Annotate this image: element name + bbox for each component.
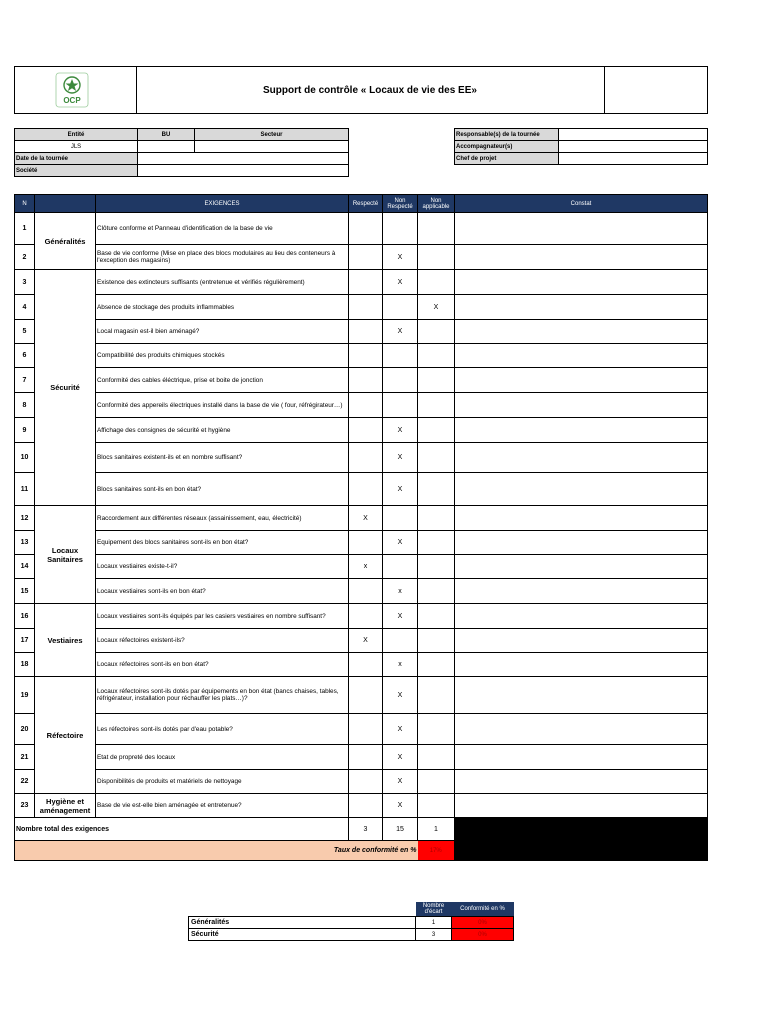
header-exigences: EXIGENCES (96, 195, 349, 213)
non-applicable-cell[interactable] (418, 629, 455, 653)
non-applicable-cell[interactable] (418, 473, 455, 506)
header-non-respecte: Non Respecté (383, 195, 418, 213)
non-applicable-cell[interactable] (418, 555, 455, 579)
accompagnateur-label: Accompagnateur(s) (455, 141, 559, 153)
non-applicable-cell[interactable] (418, 270, 455, 295)
row-number: 15 (15, 579, 35, 604)
constat-cell[interactable] (455, 213, 708, 245)
table-row (15, 473, 708, 506)
row-number: 5 (15, 320, 35, 344)
table-row (15, 629, 708, 653)
entite-label: Entité (15, 129, 138, 141)
non-applicable-cell[interactable] (418, 794, 455, 818)
respecte-cell[interactable] (349, 245, 383, 270)
non-applicable-cell[interactable] (418, 714, 455, 745)
summary-row-conformite: 0% (452, 929, 514, 941)
summary-header-conformite: Conformité en % (452, 902, 514, 917)
info-left-table (14, 128, 349, 177)
requirement-text: Conformité des appereils électriques installé dans la base de vie ( four, réfrégirateur…) (96, 393, 349, 418)
respecte-cell[interactable] (349, 677, 383, 714)
table-row (15, 604, 708, 629)
respecte-cell[interactable] (349, 653, 383, 677)
header-respecte: Respecté (349, 195, 383, 213)
respecte-cell[interactable] (349, 418, 383, 443)
row-number: 2 (15, 245, 35, 270)
row-number: 12 (15, 506, 35, 531)
non-applicable-cell[interactable] (418, 344, 455, 368)
table-row (15, 714, 708, 745)
non-applicable-cell[interactable] (418, 677, 455, 714)
document-header (14, 66, 708, 114)
non-respecte-cell[interactable] (383, 368, 418, 393)
table-row (15, 531, 708, 555)
table-row (15, 270, 708, 295)
requirement-text: Locaux réfectoires sont-ils dotés par équipements en bon état (bancs chaises, tables, réfrigérateur, installation pour réchauffer les plats…)? (96, 677, 349, 714)
respecte-cell[interactable] (349, 213, 383, 245)
non-respecte-cell[interactable] (383, 506, 418, 531)
non-respecte-cell[interactable]: X (383, 714, 418, 745)
table-row (15, 443, 708, 473)
chef-projet-label: Chef de projet (455, 153, 559, 165)
row-number: 19 (15, 677, 35, 714)
row-number: 10 (15, 443, 35, 473)
requirement-text: Affichage des consignes de sécurité et hygiène (96, 418, 349, 443)
table-row (15, 506, 708, 531)
row-number: 7 (15, 368, 35, 393)
summary-table (188, 902, 514, 941)
row-number: 8 (15, 393, 35, 418)
date-label: Date de la tournée (15, 153, 138, 165)
respecte-cell[interactable] (349, 393, 383, 418)
total-respecte: 3 (349, 818, 383, 841)
row-number: 13 (15, 531, 35, 555)
table-row (15, 320, 708, 344)
constat-cell[interactable] (455, 794, 708, 818)
requirement-text: Base de vie est-elle bien aménagée et entretenue? (96, 794, 349, 818)
row-number: 16 (15, 604, 35, 629)
requirement-text: Clôture conforme et Panneau d'identification de la base de vie (96, 213, 349, 245)
ocp-logo (42, 72, 102, 110)
summary-row-label: Sécurité (189, 929, 416, 941)
constat-cell[interactable] (455, 531, 708, 555)
table-row (15, 368, 708, 393)
info-right-table (454, 128, 708, 165)
constat-cell[interactable] (455, 629, 708, 653)
non-respecte-cell[interactable]: X (383, 443, 418, 473)
requirement-text: Existence des extincteurs suffisants (entretenue et vérifiés régulièrement) (96, 270, 349, 295)
summary-row-ecart: 1 (416, 917, 452, 929)
constat-cell[interactable] (455, 473, 708, 506)
row-number: 9 (15, 418, 35, 443)
societe-value[interactable] (138, 165, 349, 177)
requirement-text: Local magasin est-il bien aménagé? (96, 320, 349, 344)
respecte-cell[interactable] (349, 320, 383, 344)
table-row (15, 245, 708, 270)
table-row (15, 344, 708, 368)
non-respecte-cell[interactable]: X (383, 473, 418, 506)
category-label: Sécurité (35, 270, 96, 506)
requirement-text: Base de vie conforme (Mise en place des blocs modulaires au lieu des conteneurs à l'exception des magasins) (96, 245, 349, 270)
respecte-cell[interactable] (349, 368, 383, 393)
category-label: Vestiaires (35, 604, 96, 677)
constat-cell[interactable] (455, 604, 708, 629)
non-respecte-cell[interactable] (383, 295, 418, 320)
requirement-text: Locaux réfectoires existent-ils? (96, 629, 349, 653)
requirement-text: Absence de stockage des produits inflammables (96, 295, 349, 320)
chef-projet-value[interactable] (559, 153, 708, 165)
requirement-text: Disponibilités de produits et matériels de nettoyage (96, 770, 349, 794)
entite-value[interactable]: JLS (15, 141, 138, 153)
non-respecte-cell[interactable] (383, 393, 418, 418)
constat-cell[interactable] (455, 653, 708, 677)
taux-row (15, 841, 708, 861)
respecte-cell[interactable]: X (349, 506, 383, 531)
requirement-text: Locaux vestiaires sont-ils en bon état? (96, 579, 349, 604)
non-applicable-cell[interactable] (418, 245, 455, 270)
table-row (15, 393, 708, 418)
requirement-text: Blocs sanitaires sont-ils en bon état? (96, 473, 349, 506)
row-number: 3 (15, 270, 35, 295)
non-respecte-cell[interactable]: x (383, 579, 418, 604)
non-applicable-cell[interactable] (418, 418, 455, 443)
table-row (15, 653, 708, 677)
responsable-label: Responsable(s) de la tournée (455, 129, 559, 141)
accompagnateur-value[interactable] (559, 141, 708, 153)
table-header-row (15, 195, 708, 213)
requirement-text: Locaux vestiaires sont-ils équipés par les casiers vestiaires en nombre suffisant? (96, 604, 349, 629)
non-applicable-cell[interactable] (418, 745, 455, 770)
bu-value[interactable] (138, 141, 195, 153)
non-respecte-cell[interactable]: X (383, 245, 418, 270)
header-n: N (15, 195, 35, 213)
summary-header-row (189, 902, 514, 917)
non-respecte-cell[interactable] (383, 344, 418, 368)
respecte-cell[interactable] (349, 443, 383, 473)
responsable-value[interactable] (559, 129, 708, 141)
summary-row-ecart: 3 (416, 929, 452, 941)
non-respecte-cell[interactable]: X (383, 531, 418, 555)
category-label: Locaux Sanitaires (35, 506, 96, 604)
requirement-text: Raccordement aux différentes réseaux (assainissement, eau, électricité) (96, 506, 349, 531)
total-black-cell (455, 818, 708, 841)
respecte-cell[interactable] (349, 579, 383, 604)
respecte-cell[interactable] (349, 270, 383, 295)
table-row (15, 213, 708, 245)
constat-cell[interactable] (455, 295, 708, 320)
header-constat: Constat (455, 195, 708, 213)
requirement-text: Compatibilité des produits chimiques stockés (96, 344, 349, 368)
non-respecte-cell[interactable]: X (383, 745, 418, 770)
constat-cell[interactable] (455, 579, 708, 604)
table-row (15, 677, 708, 714)
row-number: 23 (15, 794, 35, 818)
non-respecte-cell[interactable]: X (383, 270, 418, 295)
document-title: Support de contrôle « Locaux de vie des EE» (136, 67, 605, 113)
row-number: 21 (15, 745, 35, 770)
row-number: 22 (15, 770, 35, 794)
non-applicable-cell[interactable] (418, 506, 455, 531)
constat-cell[interactable] (455, 344, 708, 368)
constat-cell[interactable] (455, 245, 708, 270)
respecte-cell[interactable] (349, 714, 383, 745)
requirement-text: Locaux réfectoires sont-ils en bon état? (96, 653, 349, 677)
constat-cell[interactable] (455, 506, 708, 531)
row-number: 11 (15, 473, 35, 506)
respecte-cell[interactable] (349, 770, 383, 794)
row-number: 1 (15, 213, 35, 245)
row-number: 17 (15, 629, 35, 653)
requirement-text: Locaux vestiaires existe-t-il? (96, 555, 349, 579)
row-number: 18 (15, 653, 35, 677)
bu-label: BU (138, 129, 195, 141)
svg-text:OCP: OCP (63, 96, 81, 105)
summary-header-ecart: Nombre d'écart (416, 902, 452, 917)
respecte-cell[interactable] (349, 604, 383, 629)
header-blank (35, 195, 96, 213)
taux-value: 17% (418, 841, 455, 861)
total-non-respecte: 15 (383, 818, 418, 841)
non-respecte-cell[interactable] (383, 555, 418, 579)
non-respecte-cell[interactable]: X (383, 418, 418, 443)
respecte-cell[interactable]: X (349, 629, 383, 653)
requirement-text: Blocs sanitaires existent-ils et en nombre suffisant? (96, 443, 349, 473)
societe-label: Société (15, 165, 138, 177)
respecte-cell[interactable]: x (349, 555, 383, 579)
respecte-cell[interactable] (349, 473, 383, 506)
non-applicable-cell[interactable] (418, 579, 455, 604)
table-row (15, 295, 708, 320)
non-applicable-cell[interactable] (418, 368, 455, 393)
non-respecte-cell[interactable]: X (383, 320, 418, 344)
table-row (15, 579, 708, 604)
constat-cell[interactable] (455, 270, 708, 295)
non-applicable-cell[interactable] (418, 604, 455, 629)
summary-row (189, 917, 514, 929)
taux-label: Taux de conformité en % (15, 841, 418, 861)
non-respecte-cell[interactable] (383, 213, 418, 245)
category-label: Réfectoire (35, 677, 96, 794)
table-row (15, 555, 708, 579)
table-row (15, 418, 708, 443)
requirements-table (14, 194, 708, 861)
respecte-cell[interactable] (349, 295, 383, 320)
respecte-cell[interactable] (349, 794, 383, 818)
taux-black-cell (455, 841, 708, 861)
respecte-cell[interactable] (349, 745, 383, 770)
row-number: 4 (15, 295, 35, 320)
category-label: Généralités (35, 213, 96, 270)
non-applicable-cell[interactable] (418, 531, 455, 555)
constat-cell[interactable] (455, 555, 708, 579)
constat-cell[interactable] (455, 714, 708, 745)
constat-cell[interactable] (455, 320, 708, 344)
requirement-text: Equipement des blocs sanitaires sont-ils en bon état? (96, 531, 349, 555)
summary-row-conformite: 0% (452, 917, 514, 929)
non-respecte-cell[interactable]: X (383, 604, 418, 629)
total-label: Nombre total des exigences (15, 818, 349, 841)
table-row (15, 770, 708, 794)
non-applicable-cell[interactable]: X (418, 295, 455, 320)
summary-row (189, 929, 514, 941)
row-number: 6 (15, 344, 35, 368)
respecte-cell[interactable] (349, 344, 383, 368)
summary-row-label: Généralités (189, 917, 416, 929)
constat-cell[interactable] (455, 393, 708, 418)
summary-corner (189, 902, 416, 917)
constat-cell[interactable] (455, 770, 708, 794)
constat-cell[interactable] (455, 443, 708, 473)
non-respecte-cell[interactable] (383, 629, 418, 653)
non-applicable-cell[interactable] (418, 213, 455, 245)
requirement-text: Conformité des cables éléctrique, prise et boite de jonction (96, 368, 349, 393)
constat-cell[interactable] (455, 745, 708, 770)
constat-cell[interactable] (455, 677, 708, 714)
row-number: 14 (15, 555, 35, 579)
non-applicable-cell[interactable] (418, 443, 455, 473)
respecte-cell[interactable] (349, 531, 383, 555)
total-row (15, 818, 708, 841)
total-non-applicable: 1 (418, 818, 455, 841)
header-non-applicable: Non applicable (418, 195, 455, 213)
secteur-label: Secteur (195, 129, 349, 141)
row-number: 20 (15, 714, 35, 745)
table-row (15, 745, 708, 770)
date-value[interactable] (138, 153, 349, 165)
secteur-value[interactable] (195, 141, 349, 153)
non-applicable-cell[interactable] (418, 320, 455, 344)
category-label: Hygiène et aménagement (35, 794, 96, 818)
table-row (15, 794, 708, 818)
constat-cell[interactable] (455, 368, 708, 393)
non-respecte-cell[interactable]: x (383, 653, 418, 677)
constat-cell[interactable] (455, 418, 708, 443)
non-respecte-cell[interactable]: X (383, 794, 418, 818)
non-respecte-cell[interactable]: X (383, 770, 418, 794)
logo-cell (15, 67, 137, 113)
requirement-text: Etat de propreté des locaux (96, 745, 349, 770)
non-applicable-cell[interactable] (418, 653, 455, 677)
non-applicable-cell[interactable] (418, 393, 455, 418)
non-applicable-cell[interactable] (418, 770, 455, 794)
requirement-text: Les réfectoires sont-ils dotés par d'eau potable? (96, 714, 349, 745)
non-respecte-cell[interactable]: X (383, 677, 418, 714)
